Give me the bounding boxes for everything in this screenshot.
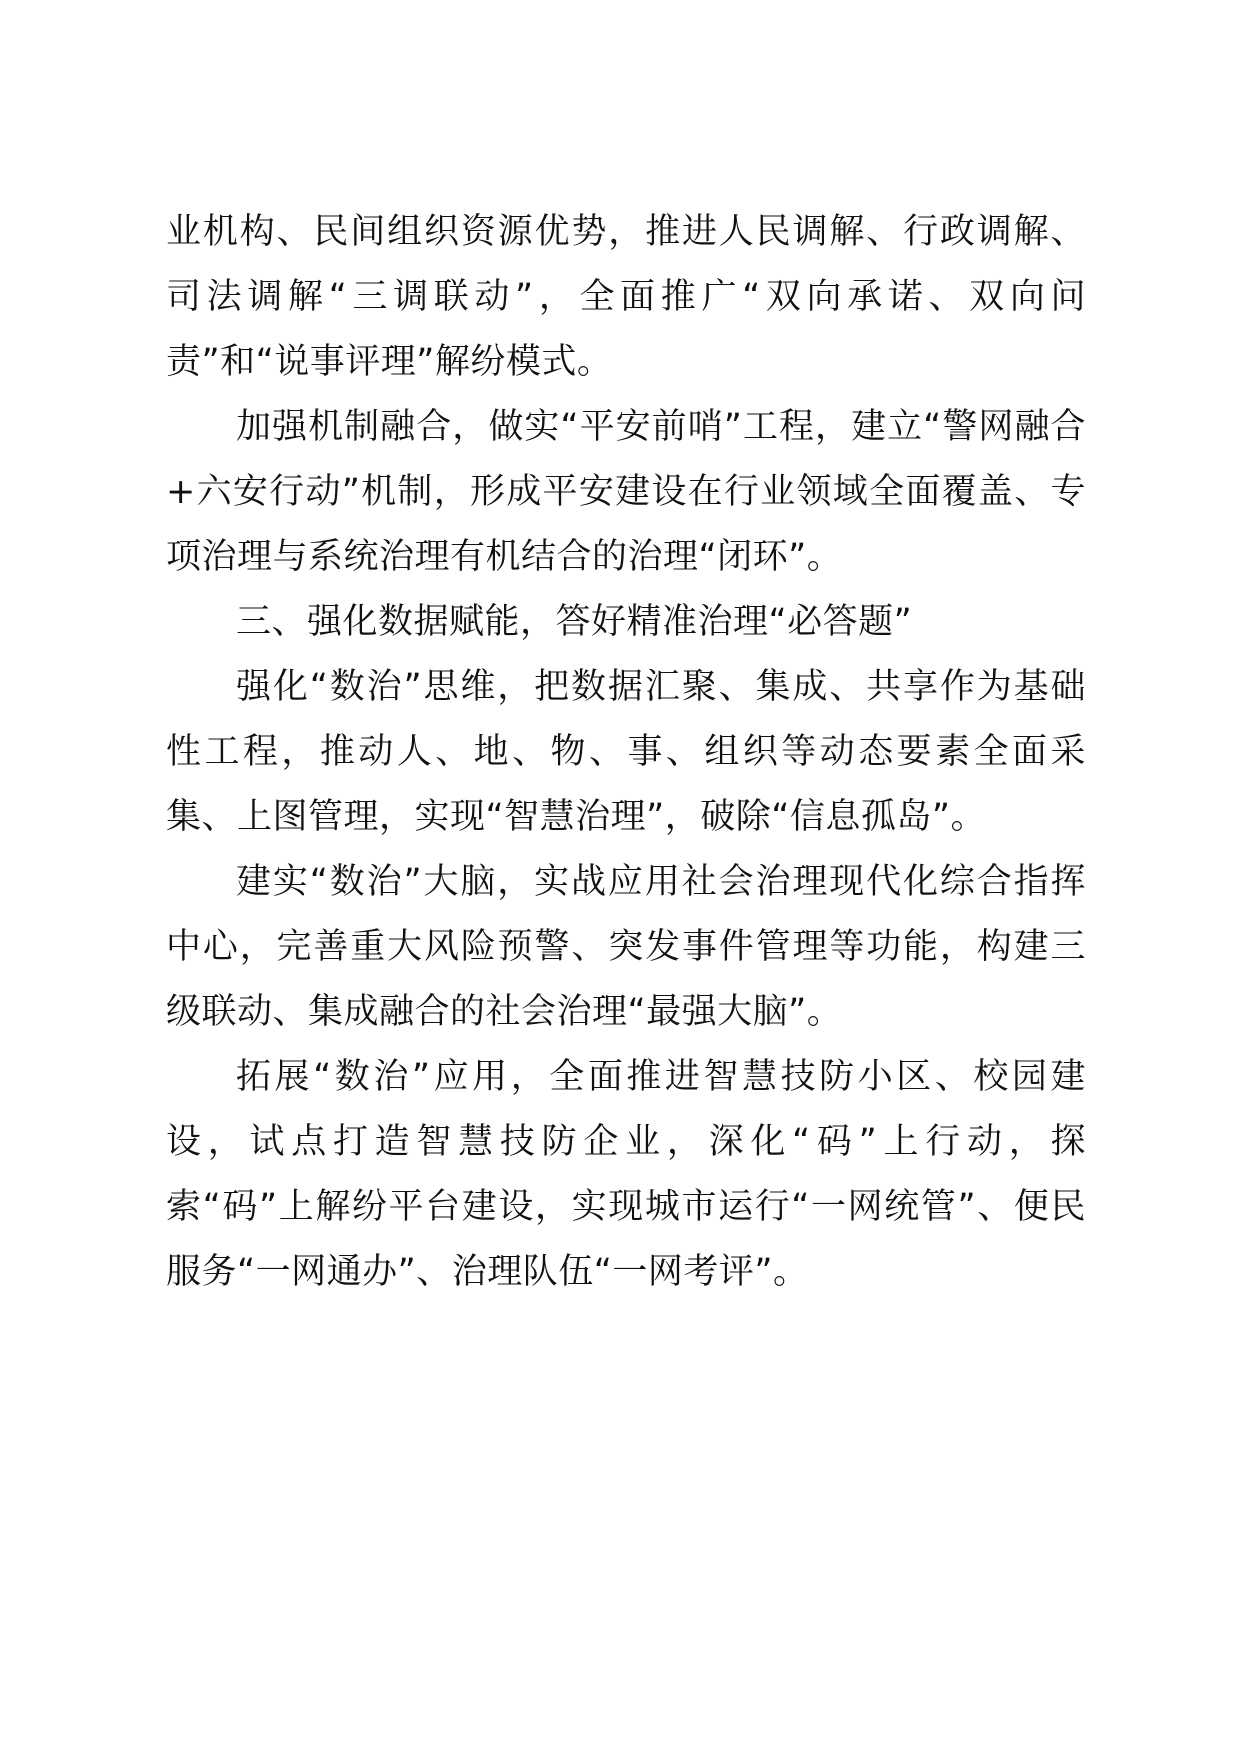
paragraph-data-application: 拓展“数治”应用，全面推进智慧技防小区、校园建设，试点打造智慧技防企业，深化“码”上行动，探索“码”上解纷平台建设，实现城市运行“一网统管”、便民服务“一网通办”、治理队伍“一网考评”。 <box>166 1057 1086 1292</box>
paragraph-data-brain: 建实“数治”大脑，实战应用社会治理现代化综合指挥中心，完善重大风险预警、突发事件管理等功能，构建三级联动、集成融合的社会治理“最强大脑”。 <box>166 862 1086 1032</box>
paragraph-mechanism-integration: 加强机制融合，做实“平安前哨”工程，建立“警网融合+六安行动”机制，形成平安建设在行业领域全面覆盖、专项治理与系统治理有机结合的治理“闭环”。 <box>166 407 1086 577</box>
paragraph-continued: 业机构、民间组织资源优势，推进人民调解、行政调解、司法调解“三调联动”，全面推广“双向承诺、双向问责”和“说事评理”解纷模式。 <box>166 212 1086 382</box>
document-body <box>166 200 1086 1305</box>
section-heading: 三、强化数据赋能，答好精准治理“必答题” <box>236 602 913 642</box>
paragraph-data-thinking: 强化“数治”思维，把数据汇聚、集成、共享作为基础性工程，推动人、地、物、事、组织等动态要素全面采集、上图管理，实现“智慧治理”，破除“信息孤岛”。 <box>166 667 1086 837</box>
